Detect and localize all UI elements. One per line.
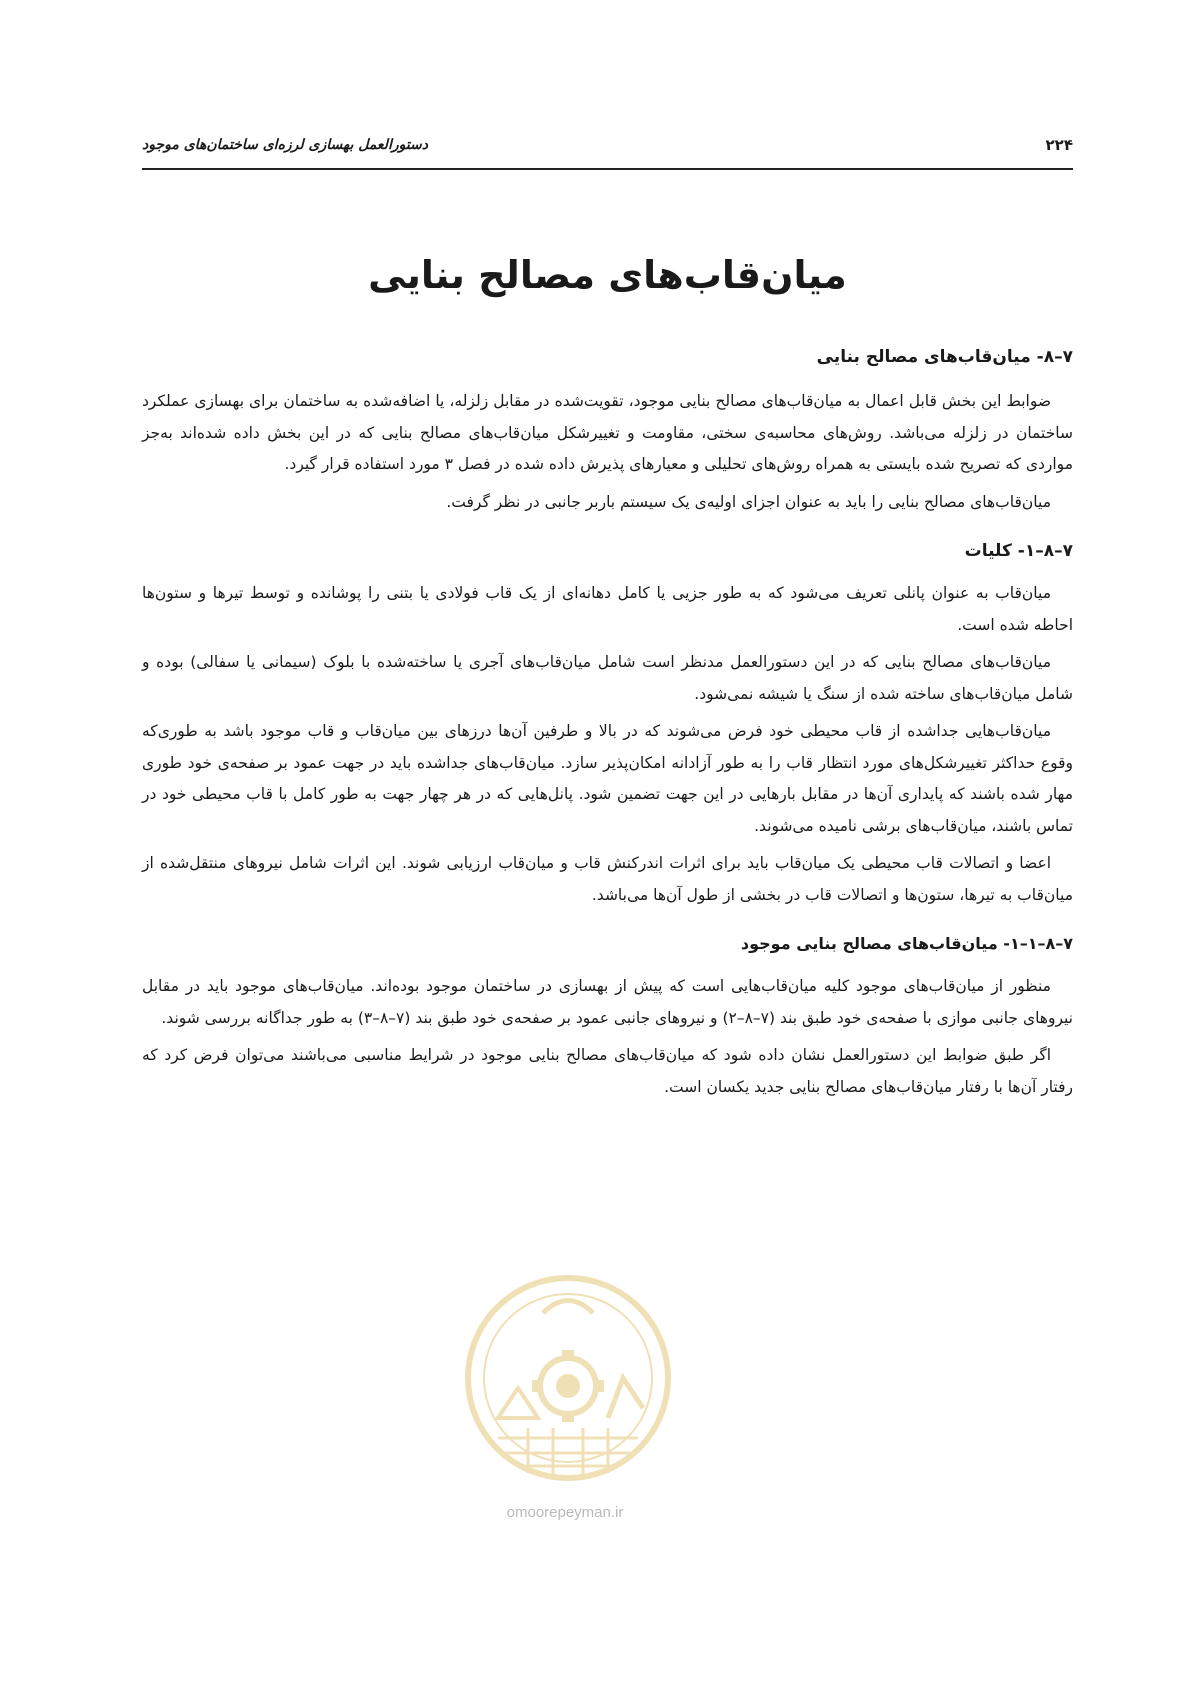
watermark-seal-icon	[458, 1268, 678, 1498]
paragraph: اعضا و اتصالات قاب محیطی یک میان‌قاب باید برای اثرات اندرکنش قاب و میان‌قاب ارزیابی شوند. این اثرات شامل نیروهای منتقل‌شده از میان‌قاب به تیرها، ستون‌ها و اتصالات قاب در بخشی از طول آن‌ها می‌باشد.	[142, 854, 1073, 904]
paragraph: میان‌قاب‌های مصالح بنایی که در این دستورالعمل مدنظر است شامل میان‌قاب‌های آجری یا ساخته‌شده با بلوک (سیمانی یا سفالی) بوده و شامل میان‌قاب‌های ساخته شده از سنگ یا شیشه نمی‌شود.	[142, 653, 1073, 703]
paragraph: میان‌قاب‌های مصالح بنایی را باید به عنوان اجزای اولیه‌ی یک سیستم باربر جانبی در نظر گرفت.	[446, 492, 1051, 511]
page-content	[142, 342, 1073, 1109]
section-heading-7-8-1: ۷–۸–۱- کلیات	[964, 541, 1073, 561]
paragraph: میان‌قاب‌هایی جداشده از قاب محیطی خود فرض می‌شوند که در بالا و طرفین آن‌ها درزهای بین میان‌قاب و قاب موجود باشد به طوری‌که وقوع حداکثر تغییرشکل‌های مورد انتظار قاب را به طور آزادانه امکان‌پذیر سازد. میان‌قاب‌های جداشده باید در جهت عمود بر صفحه‌ی خود طوری مهار شده باشند که پایداری آن‌ها در مقابل بارهایی در این جهت تضمین شود. پانل‌هایی که در هر چهار جهت به طور کامل با قاب محیطی خود در تماس باشند، میان‌قاب‌های برشی نامیده می‌شوند.	[142, 722, 1073, 835]
chapter-title: میان‌قاب‌های مصالح بنایی	[368, 253, 847, 298]
paragraph: ضوابط این بخش قابل اعمال به میان‌قاب‌های مصالح بنایی موجود، تقویت‌شده در مقابل زلزله، یا اضافه‌شده به ساختمان برای بهسازی عملکرد ساختمان در زلزله می‌باشد. روش‌های محاسبه‌ی سختی، مقاومت و تغییرشکل میان‌قاب‌های مصالح بنایی که در این بخش داده شده‌اند به‌جز مواردی که تصریح شده بایستی به همراه روش‌های تحلیلی و معیارهای پذیرش داده شده در فصل ۳ مورد استفاده قرار گیرد.	[142, 392, 1073, 473]
page-header	[142, 128, 1073, 162]
paragraph: اگر طبق ضوابط این دستورالعمل نشان داده شود که میان‌قاب‌های مصالح بنایی موجود در شرایط مناسبی می‌باشند می‌توان فرض کرد که رفتار آن‌ها با رفتار میان‌قاب‌های مصالح بنایی جدید یکسان است.	[142, 1046, 1073, 1096]
watermark-url: omoorepeyman.ir	[506, 1504, 624, 1521]
section-heading-7-8-1-1: ۷–۸–۱–۱- میان‌قاب‌های مصالح بنایی موجود	[740, 934, 1073, 953]
page-number: ۲۲۴	[1045, 136, 1073, 154]
section-heading-7-8: ۷–۸- میان‌قاب‌های مصالح بنایی	[816, 347, 1073, 367]
running-title: دستورالعمل بهسازی لرزه‌ای ساختمان‌های موجود	[142, 137, 429, 153]
header-divider	[142, 168, 1073, 170]
paragraph: میان‌قاب به عنوان پانلی تعریف می‌شود که به طور جزیی یا کامل دهانه‌ای از یک قاب فولادی یا بتنی را پوشانده و توسط تیرها و ستون‌ها احاطه شده است.	[142, 584, 1073, 634]
paragraph: منظور از میان‌قاب‌های موجود کلیه میان‌قاب‌هایی است که پیش از بهسازی در ساختمان موجود بوده‌اند. میان‌قاب‌های موجود باید در مقابل نیروهای جانبی موازی با صفحه‌ی خود طبق بند (۷–۸–۲) و نیروهای جانبی عمود بر صفحه‌ی خود طبق بند (۷–۸–۳) به طور جداگانه بررسی شوند.	[142, 977, 1073, 1027]
